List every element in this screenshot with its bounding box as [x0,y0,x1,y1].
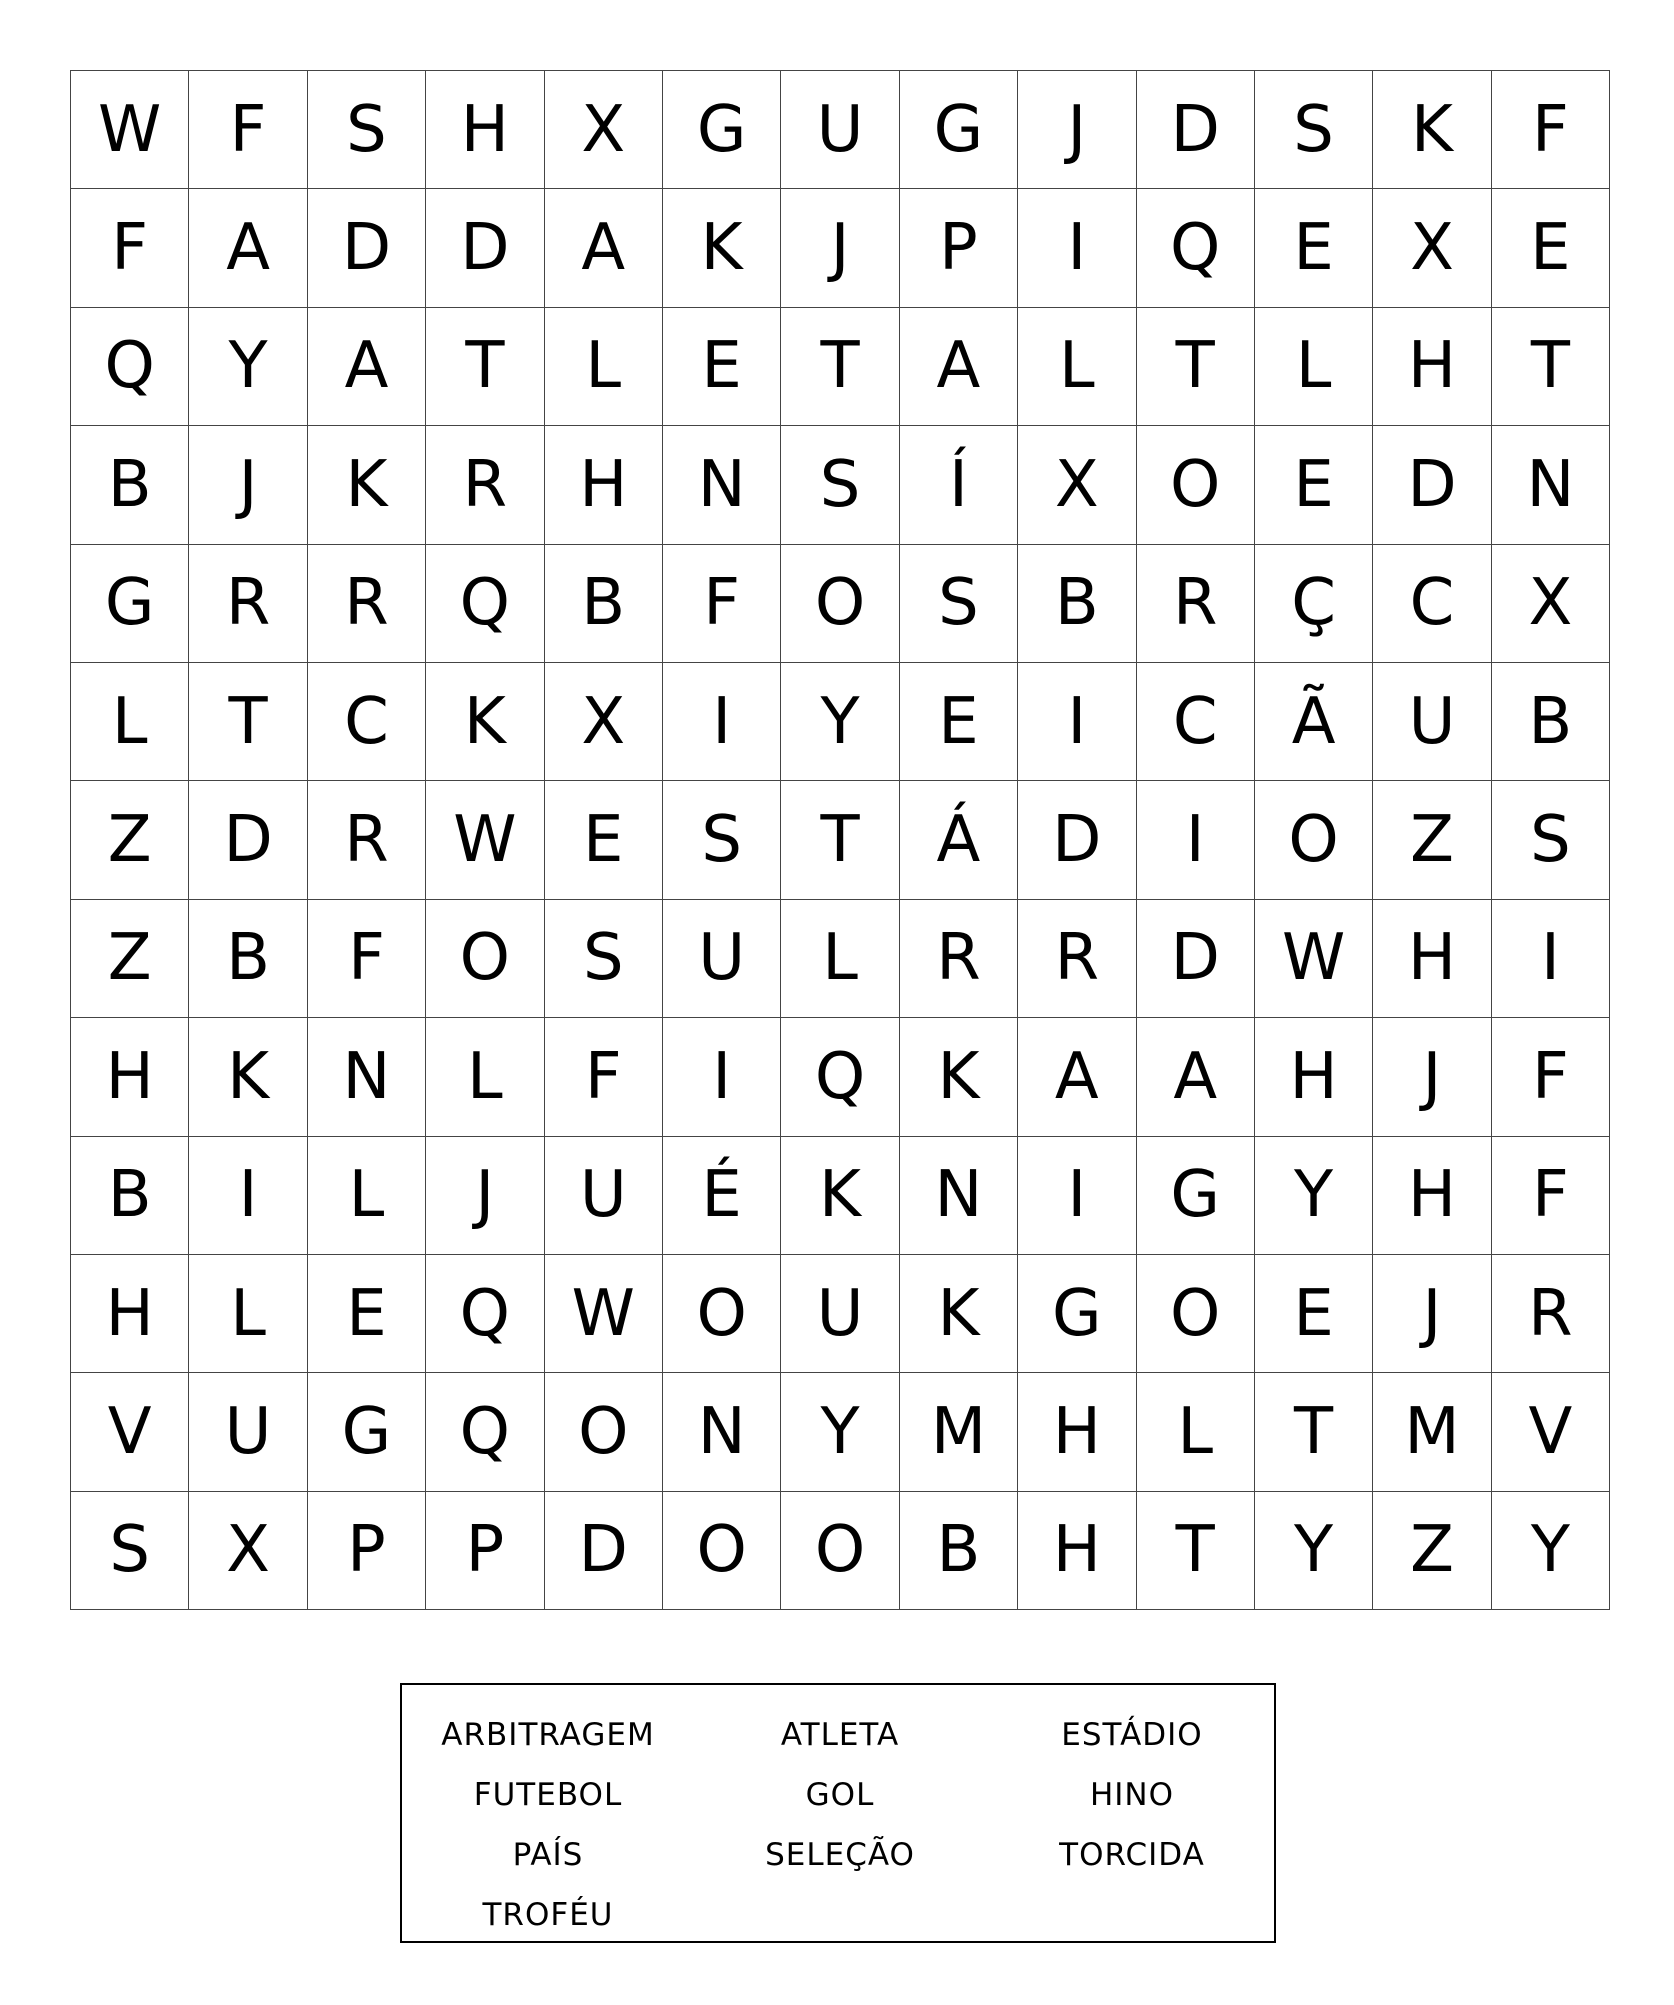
grid-cell[interactable]: E [1255,189,1373,307]
grid-cell[interactable]: K [426,663,544,781]
grid-cell[interactable]: Q [426,545,544,663]
grid-cell[interactable]: Y [189,308,307,426]
grid-cell[interactable]: U [189,1373,307,1491]
grid-cell[interactable]: H [1018,1373,1136,1491]
grid-cell[interactable]: H [1373,308,1491,426]
grid-cell[interactable]: A [1137,1018,1255,1136]
grid-cell[interactable]: S [1492,781,1610,899]
grid-cell[interactable]: Q [71,308,189,426]
grid-cell[interactable]: I [1018,189,1136,307]
grid-cell[interactable]: G [71,545,189,663]
grid-cell[interactable]: N [663,426,781,544]
grid-cell[interactable]: R [900,900,1018,1018]
grid-cell[interactable]: X [1492,545,1610,663]
grid-cell[interactable]: L [426,1018,544,1136]
grid-cell[interactable]: T [426,308,544,426]
grid-cell[interactable]: W [1255,900,1373,1018]
grid-cell[interactable]: Y [1492,1492,1610,1610]
grid-cell[interactable]: E [900,663,1018,781]
word-item: HINO [1089,1777,1175,1813]
grid-cell[interactable]: O [781,545,899,663]
grid-cell[interactable]: W [545,1255,663,1373]
grid-cell[interactable]: B [1492,663,1610,781]
grid-cell[interactable]: H [1373,1137,1491,1255]
grid-cell[interactable]: T [1492,308,1610,426]
grid-cell[interactable]: R [1492,1255,1610,1373]
grid-cell[interactable]: S [308,71,426,189]
grid-cell[interactable]: K [663,189,781,307]
grid-cell[interactable]: B [545,545,663,663]
grid-cell[interactable]: H [1018,1492,1136,1610]
grid-cell[interactable]: I [1137,781,1255,899]
grid-cell[interactable]: D [426,189,544,307]
grid-cell[interactable]: N [900,1137,1018,1255]
grid-cell[interactable]: T [189,663,307,781]
grid-cell[interactable]: I [1018,663,1136,781]
grid-cell[interactable]: E [1255,426,1373,544]
word-search-grid [70,70,1610,1610]
grid-cell[interactable]: S [71,1492,189,1610]
grid-cell[interactable]: F [308,900,426,1018]
grid-cell[interactable]: B [900,1492,1018,1610]
grid-cell[interactable]: Z [1373,781,1491,899]
grid-cell[interactable]: A [545,189,663,307]
grid-cell[interactable]: E [1255,1255,1373,1373]
grid-cell[interactable]: H [71,1018,189,1136]
grid-cell[interactable]: U [663,900,781,1018]
grid-cell[interactable]: J [781,189,899,307]
grid-cell[interactable]: O [781,1492,899,1610]
grid-cell[interactable]: O [1255,781,1373,899]
grid-cell[interactable]: H [1255,1018,1373,1136]
grid-cell[interactable]: K [900,1255,1018,1373]
grid-cell[interactable]: A [900,308,1018,426]
word-item: TROFÉU [482,1897,614,1933]
grid-cell[interactable]: B [71,1137,189,1255]
grid-cell[interactable]: U [781,1255,899,1373]
grid-cell[interactable]: O [663,1492,781,1610]
grid-cell[interactable]: Y [781,1373,899,1491]
grid-cell[interactable]: A [1018,1018,1136,1136]
grid-cell[interactable]: G [1018,1255,1136,1373]
grid-cell[interactable]: J [189,426,307,544]
grid-cell[interactable]: J [1373,1255,1491,1373]
grid-cell[interactable]: K [781,1137,899,1255]
grid-cell[interactable]: O [663,1255,781,1373]
grid-cell[interactable]: Á [900,781,1018,899]
word-item: SELEÇÃO [765,1837,915,1873]
grid-cell[interactable]: T [1255,1373,1373,1491]
grid-cell[interactable]: F [1492,1137,1610,1255]
grid-cell[interactable]: E [663,308,781,426]
grid-cell[interactable]: T [1137,308,1255,426]
grid-cell[interactable]: N [1492,426,1610,544]
grid-cell[interactable]: R [426,426,544,544]
grid-cell[interactable]: Ã [1255,663,1373,781]
grid-cell[interactable]: H [1373,900,1491,1018]
word-item: FUTEBOL [473,1777,623,1813]
grid-cell[interactable]: D [189,781,307,899]
grid-cell[interactable]: E [308,1255,426,1373]
grid-cell[interactable]: I [189,1137,307,1255]
grid-cell[interactable]: I [663,663,781,781]
grid-cell[interactable]: P [308,1492,426,1610]
grid-cell[interactable]: F [189,71,307,189]
grid-cell[interactable]: G [900,71,1018,189]
grid-cell[interactable]: J [1018,71,1136,189]
word-bank-column-2 [694,1705,986,1885]
grid-cell[interactable]: L [308,1137,426,1255]
grid-cell[interactable]: I [1018,1137,1136,1255]
grid-cell[interactable]: I [663,1018,781,1136]
grid-cell[interactable]: L [1137,1373,1255,1491]
grid-cell[interactable]: I [1492,900,1610,1018]
grid-cell[interactable]: M [900,1373,1018,1491]
grid-cell[interactable]: O [1137,426,1255,544]
grid-cell[interactable]: Q [426,1255,544,1373]
grid-cell[interactable]: L [71,663,189,781]
grid-cell[interactable]: U [545,1137,663,1255]
grid-cell[interactable]: D [1373,426,1491,544]
grid-cell[interactable]: Y [1255,1492,1373,1610]
grid-cell[interactable]: F [1492,71,1610,189]
grid-cell[interactable]: G [1137,1137,1255,1255]
grid-cell[interactable]: J [1373,1018,1491,1136]
grid-cell[interactable]: U [1373,663,1491,781]
grid-cell[interactable]: J [426,1137,544,1255]
grid-cell[interactable]: D [1137,71,1255,189]
grid-cell[interactable]: Z [71,781,189,899]
grid-cell[interactable]: Q [781,1018,899,1136]
grid-cell[interactable]: F [71,189,189,307]
grid-cell[interactable]: R [1018,900,1136,1018]
grid-cell[interactable]: X [545,71,663,189]
grid-cell[interactable]: X [545,663,663,781]
grid-cell[interactable]: T [781,781,899,899]
grid-cell[interactable]: Q [1137,189,1255,307]
grid-cell[interactable]: A [189,189,307,307]
word-item: ARBITRAGEM [441,1717,655,1753]
grid-cell[interactable]: P [426,1492,544,1610]
word-item: ESTÁDIO [1061,1717,1203,1753]
grid-cell[interactable]: L [545,308,663,426]
grid-cell[interactable]: C [308,663,426,781]
grid-cell[interactable]: C [1373,545,1491,663]
grid-cell[interactable]: H [426,71,544,189]
grid-cell[interactable]: C [1137,663,1255,781]
grid-cell[interactable]: V [71,1373,189,1491]
grid-cell[interactable]: B [71,426,189,544]
grid-cell[interactable]: K [189,1018,307,1136]
grid-cell[interactable]: H [71,1255,189,1373]
grid-cell[interactable]: S [781,426,899,544]
grid-cell[interactable]: E [545,781,663,899]
grid-cell[interactable]: R [189,545,307,663]
grid-cell[interactable]: D [1018,781,1136,899]
grid-cell[interactable]: G [663,71,781,189]
grid-cell[interactable]: T [781,308,899,426]
grid-cell[interactable]: T [1137,1492,1255,1610]
grid-cell[interactable]: Y [1255,1137,1373,1255]
grid-cell[interactable]: B [189,900,307,1018]
grid-cell[interactable]: D [1137,900,1255,1018]
grid-cell[interactable]: X [189,1492,307,1610]
grid-cell[interactable]: O [426,900,544,1018]
grid-cell[interactable]: X [1373,189,1491,307]
grid-cell[interactable]: R [308,545,426,663]
word-bank-column-3 [986,1705,1278,1885]
grid-cell[interactable]: H [545,426,663,544]
grid-cell[interactable]: L [1018,308,1136,426]
grid-cell[interactable]: Q [426,1373,544,1491]
grid-cell[interactable]: E [1492,189,1610,307]
grid-cell[interactable]: U [781,71,899,189]
grid-cell[interactable]: B [1018,545,1136,663]
grid-cell[interactable]: S [545,900,663,1018]
word-item: PAÍS [512,1837,584,1873]
grid-cell[interactable]: L [189,1255,307,1373]
word-item: GOL [805,1777,875,1813]
grid-cell[interactable]: S [900,545,1018,663]
grid-cell[interactable]: K [900,1018,1018,1136]
grid-cell[interactable]: O [545,1373,663,1491]
grid-cell[interactable]: D [545,1492,663,1610]
grid-cell[interactable]: Y [781,663,899,781]
grid-cell[interactable]: K [1373,71,1491,189]
grid-cell[interactable]: F [1492,1018,1610,1136]
grid-cell[interactable]: F [545,1018,663,1136]
word-item: ATLETA [780,1717,900,1753]
grid-cell[interactable]: R [308,781,426,899]
grid-cell[interactable]: A [308,308,426,426]
grid-cell[interactable]: L [781,900,899,1018]
grid-cell[interactable]: R [1137,545,1255,663]
grid-cell[interactable]: Ç [1255,545,1373,663]
word-bank-column-1 [402,1705,694,1945]
grid-cell[interactable]: O [1137,1255,1255,1373]
grid-cell[interactable]: M [1373,1373,1491,1491]
word-item: TORCIDA [1059,1837,1205,1873]
word-bank [400,1683,1276,1943]
grid-cell[interactable]: Í [900,426,1018,544]
grid-cell[interactable]: G [308,1373,426,1491]
grid-cell[interactable]: S [663,781,781,899]
grid-cell[interactable]: Z [1373,1492,1491,1610]
grid-cell[interactable]: X [1018,426,1136,544]
grid-cell[interactable]: V [1492,1373,1610,1491]
grid-cell[interactable]: D [308,189,426,307]
grid-cell[interactable]: L [1255,308,1373,426]
grid-cell[interactable]: S [1255,71,1373,189]
grid-cell[interactable]: N [663,1373,781,1491]
grid-cell[interactable]: P [900,189,1018,307]
grid-cell[interactable]: N [308,1018,426,1136]
grid-cell[interactable]: W [71,71,189,189]
grid-cell[interactable]: K [308,426,426,544]
grid-cell[interactable]: Z [71,900,189,1018]
grid-cell[interactable]: W [426,781,544,899]
grid-cell[interactable]: É [663,1137,781,1255]
grid-cell[interactable]: F [663,545,781,663]
